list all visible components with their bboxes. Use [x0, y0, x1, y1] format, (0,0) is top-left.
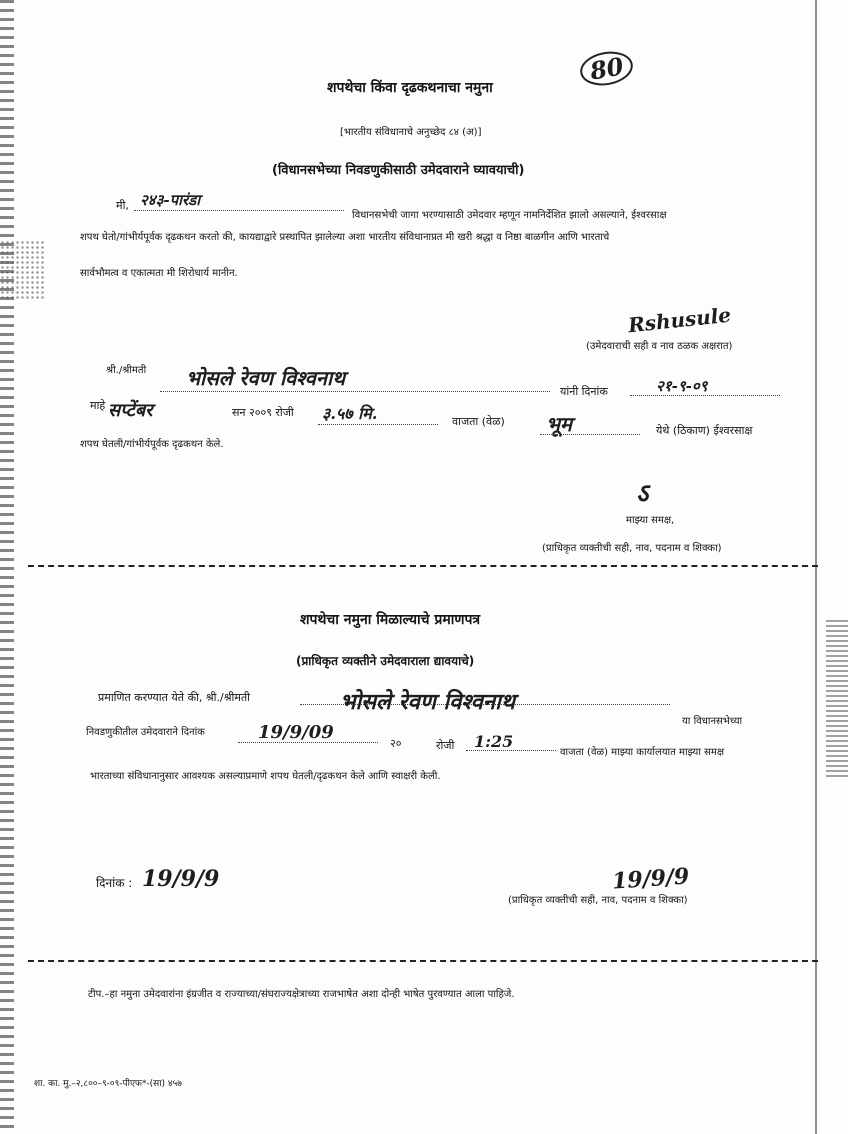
candidate-signature-caption: (उमेदवाराची सही व नाव ठळक अक्षरात) — [586, 341, 733, 352]
cert-line-1-suffix: या विधानसभेच्या — [682, 716, 743, 727]
candidate-dotline — [134, 210, 344, 211]
scan-edge-right — [826, 620, 848, 780]
cert-line-3: भारताच्या संविधानानुसार आवश्यक असल्याप्रमाणे शपथ घेतली/दृढकथन केले आणि स्वाक्षरी केली. — [90, 771, 441, 782]
yethe-label: येथे (ठिकाण) ईश्वरसाक्ष — [656, 424, 753, 437]
dinank-label: दिनांक : — [96, 876, 133, 890]
oath-month-handwritten: सप्टेंबर — [108, 400, 153, 421]
place-dotline — [540, 434, 640, 435]
mi-label: मी, — [116, 199, 129, 212]
official-initial: ऽ — [636, 479, 649, 509]
page-number-mark: 80 — [578, 48, 636, 90]
cert-date-handwritten: 19/9/09 — [258, 722, 334, 743]
yanni-dinank-label: यांनी दिनांक — [560, 385, 608, 398]
oath-line-2: शपथ घेतो/गांभीर्यपूर्वक दृढकथन करतो की, कायद्याद्वारे प्रस्थापित झालेल्या अशा भारतीय संविधानाप्रत मी खरी श्रद्धा व निष्ठा बाळगीन आणि भारताचे — [80, 232, 610, 243]
article-reference: [भारतीय संविधानाचे अनुच्छेद ८४ (अ)] — [340, 127, 482, 138]
cert-name-handwritten: भोसले रेवण विश्वनाथ — [340, 689, 515, 715]
dinank-handwritten: 19/9/9 — [142, 866, 220, 892]
candidate-constituency-handwritten: २४३-पारंडा — [140, 191, 201, 209]
oath-place-handwritten: भूम — [546, 412, 573, 436]
cert-roji: रोजी — [436, 739, 455, 752]
certificate-subtitle: (प्राधिकृत व्यक्तीने उमेदवाराला द्यावयाचे) — [296, 654, 475, 668]
cert-line-2-suffix: वाजता (वेळ) माझ्या कार्यालयात माझ्या समक्ष — [560, 747, 725, 758]
oath-line-1: विधानसभेची जागा भरण्यासाठी उमेदवार म्हणून नामनिर्देशित झालो असल्याने, ईश्वरसाक्ष — [352, 210, 667, 221]
oath-line-3: सार्वभौमत्व व एकात्मता मी शिरोधार्य मानीन. — [80, 268, 238, 279]
oath-taken-line: शपथ घेतली/गांभीर्यपूर्वक दृढकथन केले. — [80, 439, 224, 450]
certificate-title: शपथेचा नमुना मिळाल्याचे प्रमाणपत्र — [300, 612, 481, 628]
form-subtitle: (विधानसभेच्या निवडणुकीसाठी उमेदवाराने घ्यावयाची) — [272, 163, 525, 178]
form-title: शपथेचा किंवा दृढकथनाचा नमुना — [327, 80, 493, 96]
mahe-label: माहे — [90, 399, 106, 412]
san-label: सन २००९ रोजी — [232, 406, 294, 419]
scan-noise — [0, 240, 45, 300]
section-divider-1 — [28, 565, 818, 567]
shri-label: श्री./श्रीमती — [106, 365, 147, 376]
cert-line-2-prefix: निवडणुकीतील उमेदवाराने दिनांक — [86, 727, 205, 738]
cert-line-1-prefix: प्रमाणित करण्यात येते की, श्री./श्रीमती — [98, 691, 251, 704]
scan-edge-left — [0, 0, 14, 1134]
cert-time-handwritten: 1:25 — [474, 732, 514, 751]
footer-note: टीप.–हा नमुना उमेदवारांना इंग्रजीत व राज्याच्या/संघराज्यक्षेत्राच्या राजभाषेत अशा दोन्ही भाषेत पुरवण्यात आला पाहिजे. — [88, 989, 515, 1000]
oath-date-handwritten: २१-९-०९ — [656, 377, 708, 395]
time-dotline — [318, 424, 438, 425]
official-caption-bottom: (प्राधिकृत व्यक्तीची सही, नाव, पदनाम व शिक्का) — [508, 895, 688, 906]
candidate-name-handwritten: भोसले रेवण विश्वनाथ — [186, 366, 345, 390]
official-caption-top: (प्राधिकृत व्यक्तीची सही, नाव, पदनाम व शिक्का) — [542, 543, 722, 554]
page-border-right — [815, 0, 817, 1134]
majhya-samaksh: माझ्या समक्ष, — [626, 515, 675, 526]
candidate-signature: Rshusule — [627, 302, 733, 338]
print-code: शा. का. मु.–२,८००–९-०९-पीएफ*-(सा) ४५७ — [34, 1079, 182, 1089]
vajata-label: वाजता (वेळ) — [452, 415, 505, 428]
section-divider-2 — [28, 960, 818, 962]
cert-twenty: २० — [390, 737, 402, 750]
name-dotline — [160, 391, 550, 392]
official-signature-date: 19/9/9 — [611, 863, 691, 895]
oath-time-handwritten: ३.५७ मि. — [322, 404, 378, 423]
